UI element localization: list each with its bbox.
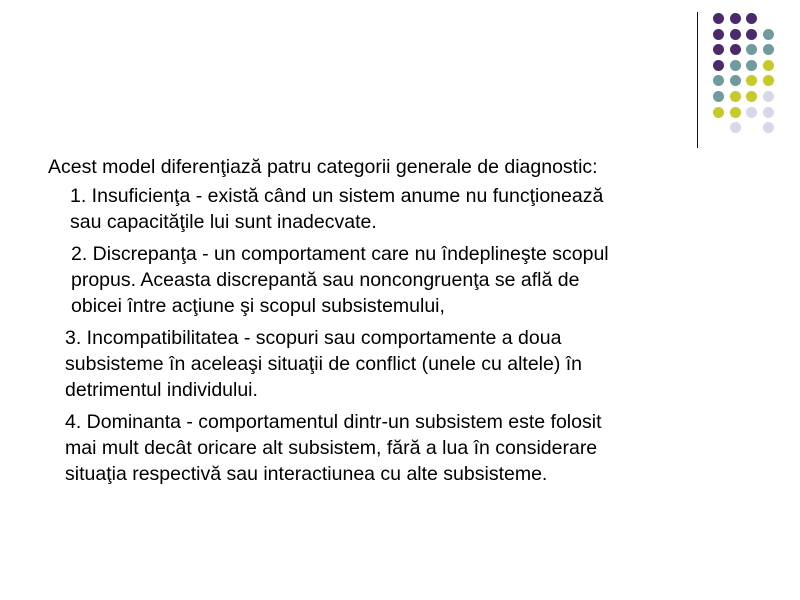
item-line: 3. Incompatibilitatea - scopuri sau comportamente a doua <box>65 327 562 349</box>
decorative-dot <box>763 107 774 118</box>
decorative-dot <box>763 122 774 133</box>
decorative-dot <box>730 13 741 24</box>
diagnostic-item-incompatibilitatea <box>48 325 768 403</box>
decorative-dot <box>730 122 741 133</box>
item-line: propus. Aceasta discrepantă sau noncongruenţa se află de <box>71 269 580 291</box>
diagnostic-item-dominanta <box>48 409 768 487</box>
item-line: 1. Insuficienţa - există când un sistem anume nu funcţionează <box>70 185 604 207</box>
decorative-dot <box>746 60 757 71</box>
decorative-dot <box>713 29 724 40</box>
decorative-dot <box>746 13 757 24</box>
decorative-dot <box>746 75 757 86</box>
item-line: 2. Discrepanţa - un comportament care nu îndeplineşte scopul <box>71 243 609 265</box>
decorative-dot <box>746 29 757 40</box>
decorative-vertical-line <box>697 12 698 148</box>
decorative-dot <box>746 107 757 118</box>
decorative-dot <box>746 44 757 55</box>
decorative-dot <box>746 91 757 102</box>
decorative-dot <box>713 107 724 118</box>
intro-text: Acest model diferenţiază patru categorii generale de diagnostic: <box>48 156 598 178</box>
decorative-dot <box>713 44 724 55</box>
decorative-dot <box>713 75 724 86</box>
decorative-dot <box>763 60 774 71</box>
decorative-dot <box>763 75 774 86</box>
decorative-dot <box>730 29 741 40</box>
item-line: situaţia respectivă sau interactiunea cu alte subsisteme. <box>65 463 548 485</box>
diagnostic-item-discrepanta <box>48 241 768 319</box>
diagnostic-item-insuficienta <box>48 183 768 235</box>
item-line: 4. Dominanta - comportamentul dintr-un subsistem este folosit <box>65 411 602 433</box>
decorative-dot <box>763 91 774 102</box>
decorative-dot <box>713 91 724 102</box>
decorative-dot <box>730 107 741 118</box>
slide-body <box>48 154 768 493</box>
item-line: detrimentul individului. <box>65 379 258 401</box>
item-line: sau capacităţile lui sunt inadecvate. <box>70 211 377 233</box>
decorative-dot <box>713 60 724 71</box>
decorative-dot <box>763 44 774 55</box>
decorative-dot <box>730 75 741 86</box>
decorative-dot <box>730 60 741 71</box>
item-line: obicei între acţiune şi scopul subsistemului, <box>71 295 445 317</box>
item-line: mai mult decât oricare alt subsistem, fără a lua în considerare <box>65 437 598 459</box>
decorative-dot <box>713 13 724 24</box>
item-line: subsisteme în aceleaşi situaţii de conflict (unele cu altele) în <box>65 353 583 375</box>
decorative-dot <box>730 91 741 102</box>
decorative-dot <box>730 44 741 55</box>
decorative-dot <box>763 29 774 40</box>
